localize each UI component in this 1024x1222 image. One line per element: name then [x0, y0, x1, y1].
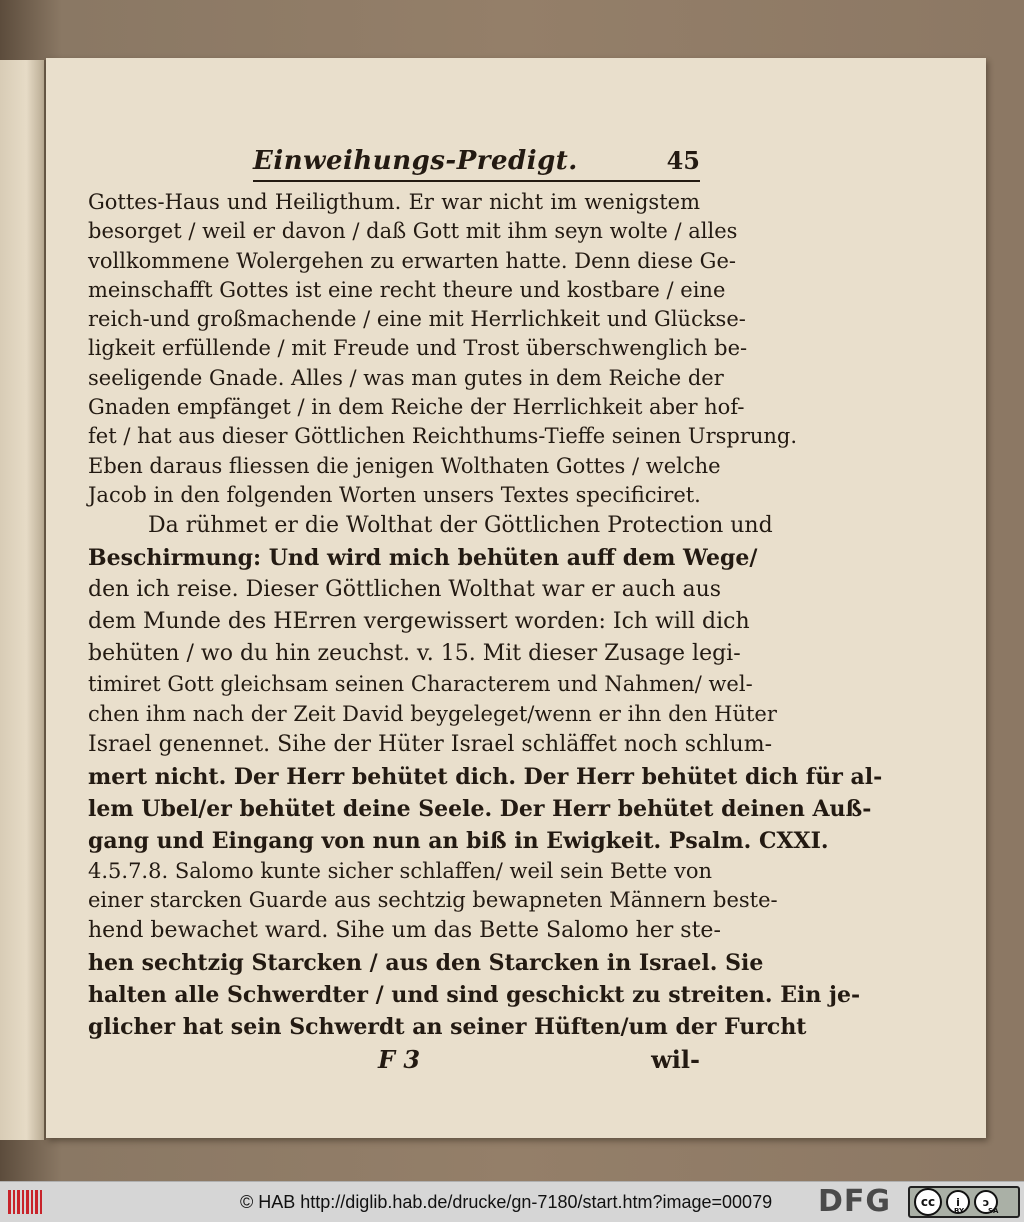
text-line: Israel genennet. Sihe der Hüter Israel schläffet noch schlum-	[88, 731, 773, 757]
hab-barcode-logo[interactable]	[8, 1190, 42, 1214]
text-line: mert nicht. Der Herr behütet dich. Der Herr behütet dich für al-	[88, 763, 883, 790]
page-content	[88, 146, 883, 1075]
text-line: Jacob in den folgenden Worten unsers Textes specificiret.	[88, 482, 701, 507]
copyright-link[interactable]: © HAB http://diglib.hab.de/drucke/gn-7180/start.htm?image=00079	[240, 1192, 773, 1212]
running-header	[253, 146, 700, 182]
catchword: wil-	[651, 1045, 700, 1075]
text-line: ligkeit erfüllende / mit Freude und Trost überschwenglich be-	[88, 336, 748, 361]
text-line: vollkommene Wolergehen zu erwarten hatte. Denn diese Ge-	[88, 248, 736, 273]
text-line: timiret Gott gleichsam seinen Characterem und Nahmen/ wel-	[88, 672, 753, 697]
text-line: den ich reise. Dieser Göttlichen Wolthat war er auch aus	[88, 577, 722, 603]
text-line: Eben daraus fliessen die jenigen Wolthaten Gottes / welche	[88, 453, 721, 478]
text-line: reich-und großmachende / eine mit Herrlichkeit und Glückse-	[88, 307, 746, 332]
text-line: Da rühmet er die Wolthat der Göttlichen Protection und	[148, 513, 773, 539]
dfg-logo[interactable]: DFG	[818, 1184, 892, 1219]
header-title: Einweihungs-Predigt.	[253, 146, 578, 176]
text-line: seeligende Gnade. Alles / was man gutes in dem Reiche der	[88, 365, 724, 390]
facing-page-edge	[0, 60, 46, 1140]
text-line: Beschirmung: Und wird mich behüten auff dem Wege/	[88, 545, 758, 572]
by-attribution-icon: i	[946, 1190, 970, 1214]
text-line: halten alle Schwerdter / und sind geschickt zu streiten. Ein je-	[88, 982, 861, 1009]
text-line: Gnaden empfänget / in dem Reiche der Herrlichkeit aber hof-	[88, 395, 745, 420]
page-number: 45	[666, 146, 700, 175]
cc-by-label: BY	[954, 1207, 965, 1215]
book-page	[46, 58, 986, 1138]
share-alike-icon: ↄ	[974, 1190, 998, 1214]
viewer-footer-bar	[0, 1181, 1024, 1222]
signature-mark: F 3	[378, 1045, 421, 1075]
text-line: besorget / weil er davon / daß Gott mit ihm seyn wolte / alles	[88, 219, 738, 244]
cc-icon: cc	[914, 1188, 942, 1216]
text-line: behüten / wo du hin zeuchst. v. 15. Mit dieser Zusage legi-	[88, 641, 741, 667]
text-line: einer starcken Guarde aus sechtzig bewapneten Männern beste-	[88, 888, 778, 913]
text-line: meinschafft Gottes ist eine recht theure und kostbare / eine	[88, 277, 726, 302]
text-line: hend bewachet ward. Sihe um das Bette Salomo her ste-	[88, 918, 721, 944]
text-line: glicher hat sein Schwerdt an seiner Hüften/um der Furcht	[88, 1014, 807, 1041]
text-line: 4.5.7.8. Salomo kunte sicher schlaffen/ weil sein Bette von	[88, 858, 712, 883]
text-line: dem Munde des HErren vergewissert worden: Ich will dich	[88, 609, 750, 635]
text-line: chen ihm nach der Zeit David beygeleget/wenn er ihn den Hüter	[88, 701, 777, 726]
cc-license-badge[interactable]	[908, 1186, 1020, 1218]
text-line: gang und Eingang von nun an biß in Ewigkeit. Psalm. CXXI.	[88, 827, 829, 854]
text-line: Gottes-Haus und Heiligthum. Er war nicht im wenigstem	[88, 190, 700, 214]
page-foot	[88, 1045, 700, 1074]
cc-sa-label: SA	[988, 1207, 999, 1215]
text-line: hen sechtzig Starcken / aus den Starcken in Israel. Sie	[88, 950, 764, 977]
body-text	[88, 188, 883, 1043]
text-line: lem Ubel/er behütet deine Seele. Der Herr behütet deinen Auß-	[88, 795, 872, 822]
text-line: fet / hat aus dieser Göttlichen Reichthums-Tieffe seinen Ursprung.	[88, 424, 798, 449]
